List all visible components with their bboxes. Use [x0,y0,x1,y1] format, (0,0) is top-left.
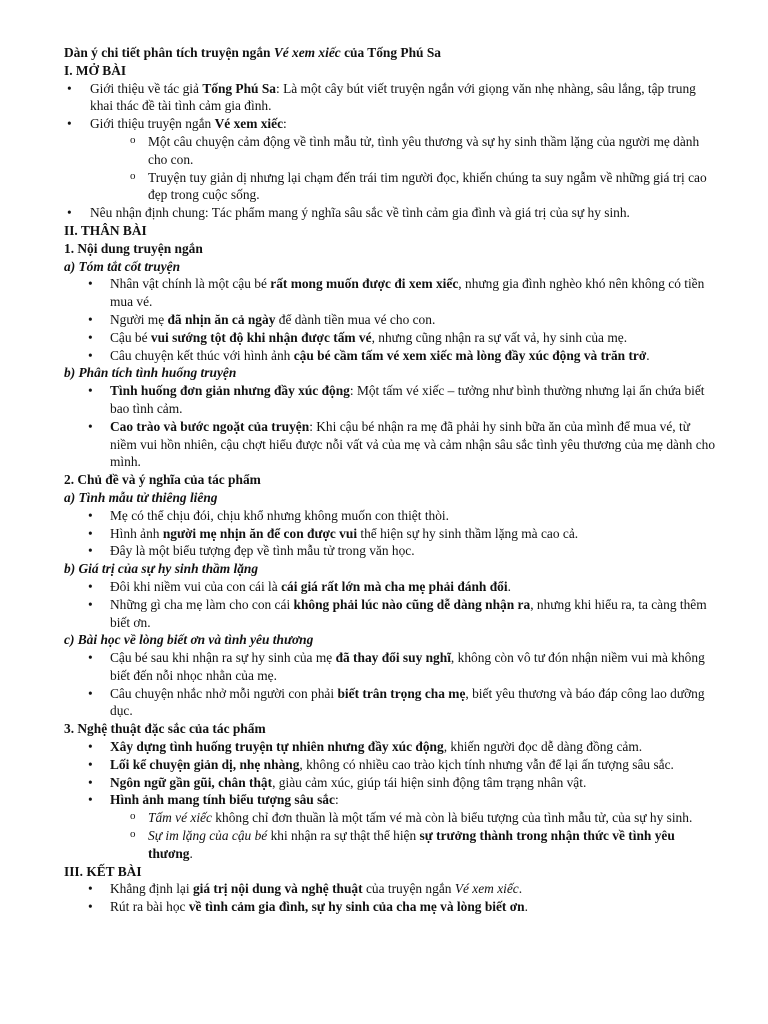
list-item: • Giới thiệu về tác giả Tống Phú Sa: Là một cây bút viết truyện ngắn với giọng văn nhẹ nhàng, sâu lắng, tập trung khai thác đề tài tình cảm gia đình. [67,80,696,114]
sub-list-item: o Tấm vé xiếc không chỉ đơn thuần là một tấm vé mà còn là biểu tượng của tình mẫu tử, của sự hy sinh. [130,810,693,826]
bullet-icon: • [88,347,93,363]
subsection-heading: a) Tóm tắt cốt truyện [64,258,181,274]
bullet-icon: • [88,329,93,345]
situation-list [64,382,718,471]
bullet-icon: • [67,116,72,132]
bullet-icon: • [88,418,93,434]
list-item: • Mẹ có thể chịu đói, chịu khổ nhưng không muốn con thiệt thòi. [88,507,450,523]
section-heading: 3. Nghệ thuật đặc sắc của tác phẩm [64,721,266,737]
sacrifice-list [64,578,718,631]
bullet-icon: • [88,525,93,541]
bullet-icon: • [88,596,93,612]
sub-list-item: o Truyện tuy giản dị nhưng lại chạm đến trái tim người đọc, khiến chúng ta suy ngẫm về những giá trị cao đẹp trong cuộc sống. [130,169,707,203]
summary-list [64,275,718,364]
bullet-icon: • [88,578,93,594]
list-item: • Những gì cha mẹ làm cho con cái không phải lúc nào cũng dễ dàng nhận ra, nhưng khi hiểu ra, ta càng thêm biết ơn. [88,596,707,630]
list-item: • Cậu bé vui sướng tột độ khi nhận được tấm vé, nhưng cũng nhận ra sự vất vả, hy sinh của mẹ. [88,329,628,345]
list-item: • Xây dựng tình huống truyện tự nhiên nhưng đầy xúc động, khiến người đọc dễ dàng đồng cảm. [88,739,643,755]
list-item: • Rút ra bài học về tình cảm gia đình, sự hy sinh của cha mẹ và lòng biết ơn. [88,899,528,915]
bullet-icon: • [88,276,93,292]
list-item: • Tình huống đơn giản nhưng đầy xúc động: Một tấm vé xiếc – tưởng như bình thường nhưng lại ẩn chứa biết bao tình cảm. [88,383,705,416]
subsection-heading: c) Bài học về lòng biết ơn và tình yêu thương [64,632,314,648]
document-body [64,44,718,916]
bullet-icon: • [88,774,93,790]
section-heading: 2. Chủ đề và ý nghĩa của tác phẩm [64,472,261,488]
list-item: • Giới thiệu truyện ngắn Vé xem xiếc: [67,116,287,132]
heading-ket-bai: III. KẾT BÀI [64,863,142,879]
list-item: • Hình ảnh người mẹ nhịn ăn để con được vui thể hiện sự hy sinh thầm lặng mà cao cả. [88,525,579,541]
list-item: • Người mẹ đã nhịn ăn cả ngày để dành tiền mua vé cho con. [88,311,436,327]
bullet-icon: • [67,80,72,96]
bullet-icon: • [88,507,93,523]
bullet-icon: • [67,205,72,221]
sub-list-item: o Sự im lặng của cậu bé khi nhận ra sự thật thể hiện sự trưởng thành trong nhận thức về tình yêu thương. [130,828,675,861]
motherhood-list [64,507,718,560]
list-item: • Lối kể chuyện giản dị, nhẹ nhàng, không có nhiều cao trào kịch tính nhưng vẫn để lại ấn tượng sâu sắc. [88,756,674,772]
bullet-icon: • [88,650,93,666]
list-item: • Cao trào và bước ngoặt của truyện: Khi cậu bé nhận ra mẹ đã phải hy sinh bữa ăn của mình để mua vé, từ niềm vui hồn nhiên, cậu chợt hiểu được nỗi vất vả của mẹ và cảm nhận sâu sắc tình yêu thương của mẹ dành cho mình. [88,418,716,470]
list-item: • Nhân vật chính là một cậu bé rất mong muốn được đi xem xiếc, nhưng gia đình nghèo khó nên không có tiền mua vé. [88,276,705,310]
section-heading: 1. Nội dung truyện ngắn [64,240,203,256]
art-list [64,738,718,863]
ket-bai-list [64,880,718,916]
circle-bullet-icon: o [130,828,136,841]
list-item: • Đây là một biểu tượng đẹp về tình mẫu tử trong văn học. [88,543,415,559]
document-title: Dàn ý chi tiết phân tích truyện ngắn Vé xem xiếc của Tống Phú Sa [64,45,441,60]
bullet-icon: • [88,756,93,772]
list-item: • Cậu bé sau khi nhận ra sự hy sinh của mẹ đã thay đổi suy nghĩ, không còn vô tư đón nhận niềm vui mà không biết đến nỗi nhọc nhằn của mẹ. [88,650,705,683]
bullet-icon: • [88,311,93,327]
list-item: • Ngôn ngữ gần gũi, chân thật, giàu cảm xúc, giúp tái hiện sinh động tâm trạng nhân vật. [88,774,587,790]
circle-bullet-icon: o [130,810,136,823]
list-item: • Câu chuyện nhắc nhở mỗi người con phải biết trân trọng cha mẹ, biết yêu thương và báo đáp công lao dưỡng dục. [88,685,705,719]
list-item: • Khẳng định lại giá trị nội dung và nghệ thuật của truyện ngắn Vé xem xiếc. [88,881,523,897]
sub-list-item: o Một câu chuyện cảm động về tình mẫu tử, tình yêu thương và sự hy sinh thầm lặng của người mẹ dành cho con. [130,133,700,167]
list-item: • Nêu nhận định chung: Tác phẩm mang ý nghĩa sâu sắc về tình cảm gia đình và giá trị của sự hy sinh. [67,205,630,221]
list-item: • Câu chuyện kết thúc với hình ảnh cậu bé cầm tấm vé xem xiếc mà lòng đầy xúc động và trăn trở. [88,347,650,363]
heading-than-bai: II. THÂN BÀI [64,222,147,238]
bullet-icon: • [88,739,93,755]
bullet-icon: • [88,383,93,399]
bullet-icon: • [88,543,93,559]
list-item: • Đôi khi niềm vui của con cái là cái giá rất lớn mà cha mẹ phải đánh đổi. [88,578,511,594]
bullet-icon: • [88,899,93,915]
bullet-icon: • [88,881,93,897]
heading-mo-bai: I. MỞ BÀI [64,62,127,78]
bullet-icon: • [88,792,93,808]
subsection-heading: b) Phân tích tình huống truyện [64,365,237,381]
list-item: • Hình ảnh mang tính biểu tượng sâu sắc: [88,792,339,808]
circle-bullet-icon: o [130,133,136,146]
bullet-icon: • [88,685,93,701]
subsection-heading: b) Giá trị của sự hy sinh thầm lặng [64,561,259,577]
circle-bullet-icon: o [130,169,136,182]
subsection-heading: a) Tình mẫu tử thiêng liêng [64,489,218,505]
lesson-list [64,649,718,720]
mo-bai-list [64,80,718,222]
